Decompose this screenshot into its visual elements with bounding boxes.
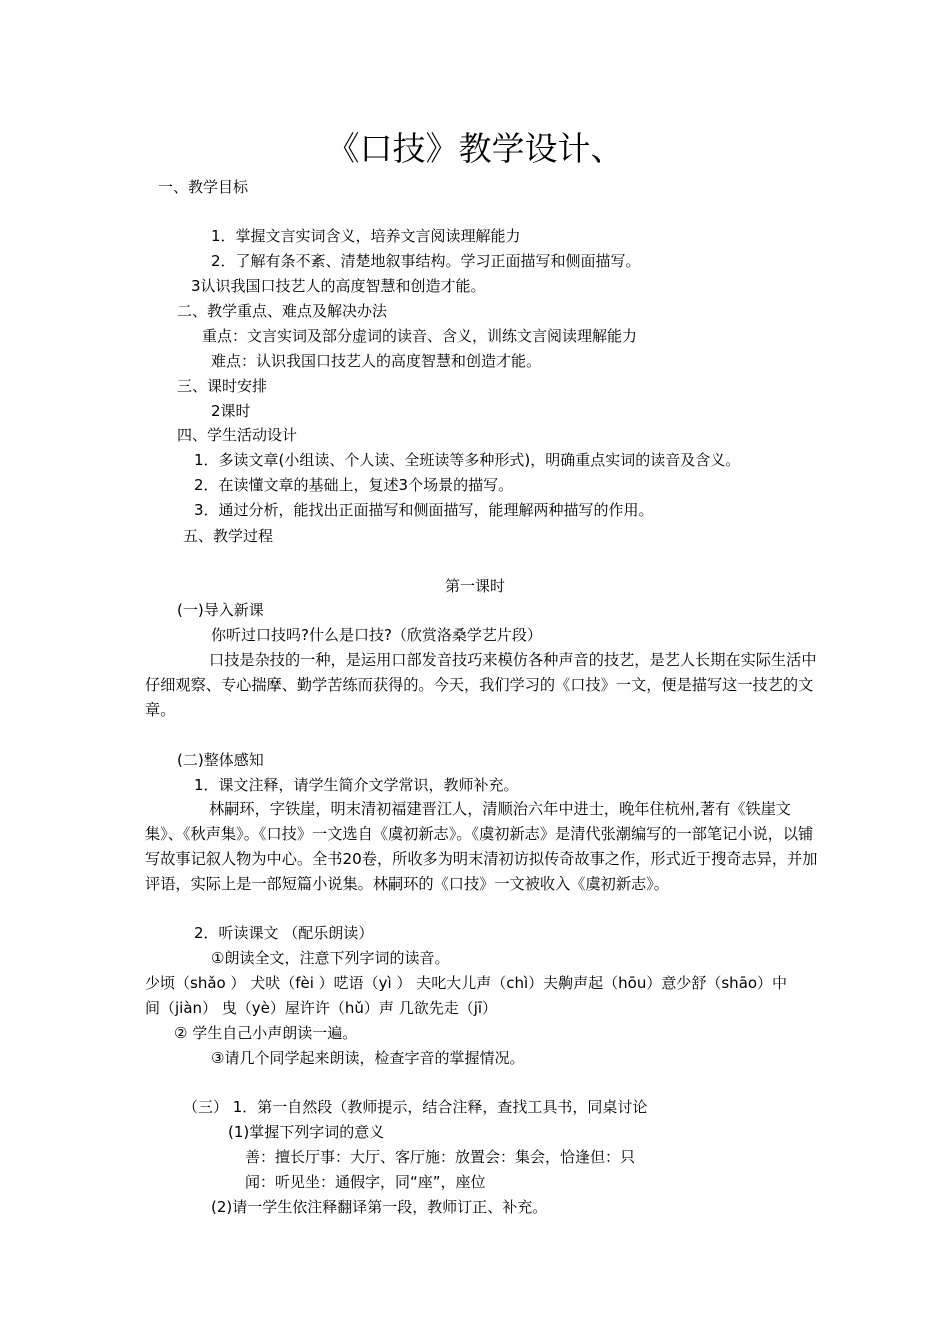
vocab-line: 闻：听见坐：通假字，同“座”，座位 xyxy=(245,1173,486,1191)
activity-item: 3．通过分析，能找出正面描写和侧面描写，能理解两种描写的作用。 xyxy=(194,501,654,519)
intro-heading: (一)导入新课 xyxy=(177,601,264,619)
section-heading-focus: 二、教学重点、难点及解决办法 xyxy=(177,302,388,320)
focus-difficulty: 难点：认识我国口技艺人的高度智慧和创造才能。 xyxy=(211,352,542,370)
lesson-title: 第一课时 xyxy=(444,577,505,595)
intro-question: 你听过口技吗?什么是口技?（欣赏洛桑学艺片段） xyxy=(211,626,542,644)
focus-key-point: 重点：文言实词及部分虚词的读音、含义，训练文言阅读理解能力 xyxy=(202,327,638,345)
overall-item-1: 1．课文注释，请学生简介文学常识，教师补充。 xyxy=(194,776,519,794)
intro-paragraph-text: 口技是杂技的一种，是运用口部发音技巧来模仿各种声音的技艺，是艺人长期在实际生活中仔细观察、专心揣摩、勤学苦练而获得的。今天，我们学习的《口技》一文，便是描写这一技艺的文章。 xyxy=(145,651,817,719)
overall-item-2: 2．听读课文 （配乐朗读） xyxy=(194,924,374,942)
part3-sub-2: (2)请一学生依注释翻译第一段，教师订正、补充。 xyxy=(211,1198,548,1216)
objective-item: 1．掌握文言实词含义，培养文言阅读理解能力 xyxy=(211,227,521,245)
schedule-hours: 2课时 xyxy=(211,402,251,420)
author-paragraph-text: 林嗣环，字铁崖，明末清初福建晋江人，清顺治六年中进士，晚年住杭州,著有《铁崖文集》、《秋声集》。《口技》一文选自《虞初新志》。《虞初新志》是清代张潮编写的一部笔记小说，以铺写故事记叙人物为中心。全书20卷，所收多为明末清初访拟传奇故事之作，形式近于搜奇志异，并加评语，实际上是一部短篇小说集。林嗣环的《口技》一文被收入《虞初新志》。 xyxy=(145,800,818,893)
activity-item: 1．多读文章(小组读、个人读、全班读等多种形式)，明确重点实词的读音及含义。 xyxy=(194,451,741,469)
section-heading-objectives: 一、教学目标 xyxy=(158,178,249,196)
objective-item: 3认识我国口技艺人的高度智慧和创造才能。 xyxy=(191,277,486,295)
section-heading-process: 五、教学过程 xyxy=(183,527,274,545)
author-paragraph xyxy=(145,797,825,897)
reading-step-3: ③请几个同学起来朗读，检查字音的掌握情况。 xyxy=(211,1049,525,1067)
vocab-line: 善：擅长厅事：大厅、客厅施：放置会：集会，恰逢但：只 xyxy=(245,1148,636,1166)
pronunciation-line: 少顷（shǎo ） 犬吠（fèi ）呓语（yì ） 夫叱大儿声（chì）夫齁声起（hōu）意少舒（shāo）中 xyxy=(145,974,788,992)
activity-item: 2．在读懂文章的基础上，复述3个场景的描写。 xyxy=(194,476,514,494)
part3-heading: （三） 1．第一自然段（教师提示，结合注释，查找工具书，同桌讨论 xyxy=(183,1098,648,1116)
section-heading-activities: 四、学生活动设计 xyxy=(177,426,298,444)
intro-paragraph xyxy=(145,648,825,723)
section-heading-schedule: 三、课时安排 xyxy=(177,377,268,395)
overall-heading: (二)整体感知 xyxy=(177,751,264,769)
document-title: 《口技》教学设计、 xyxy=(326,129,624,168)
reading-step-2: ② 学生自己小声朗读一遍。 xyxy=(174,1024,358,1042)
objective-item: 2．了解有条不紊、清楚地叙事结构。学习正面描写和侧面描写。 xyxy=(211,252,641,270)
pronunciation-line: 间（jiàn） 曳（yè）屋许许（hǔ）声 几欲先走（jī） xyxy=(145,999,498,1017)
reading-step-1: ①朗读全文，注意下列字词的读音。 xyxy=(211,949,450,967)
part3-sub-1: (1)掌握下列字词的意义 xyxy=(228,1123,385,1141)
